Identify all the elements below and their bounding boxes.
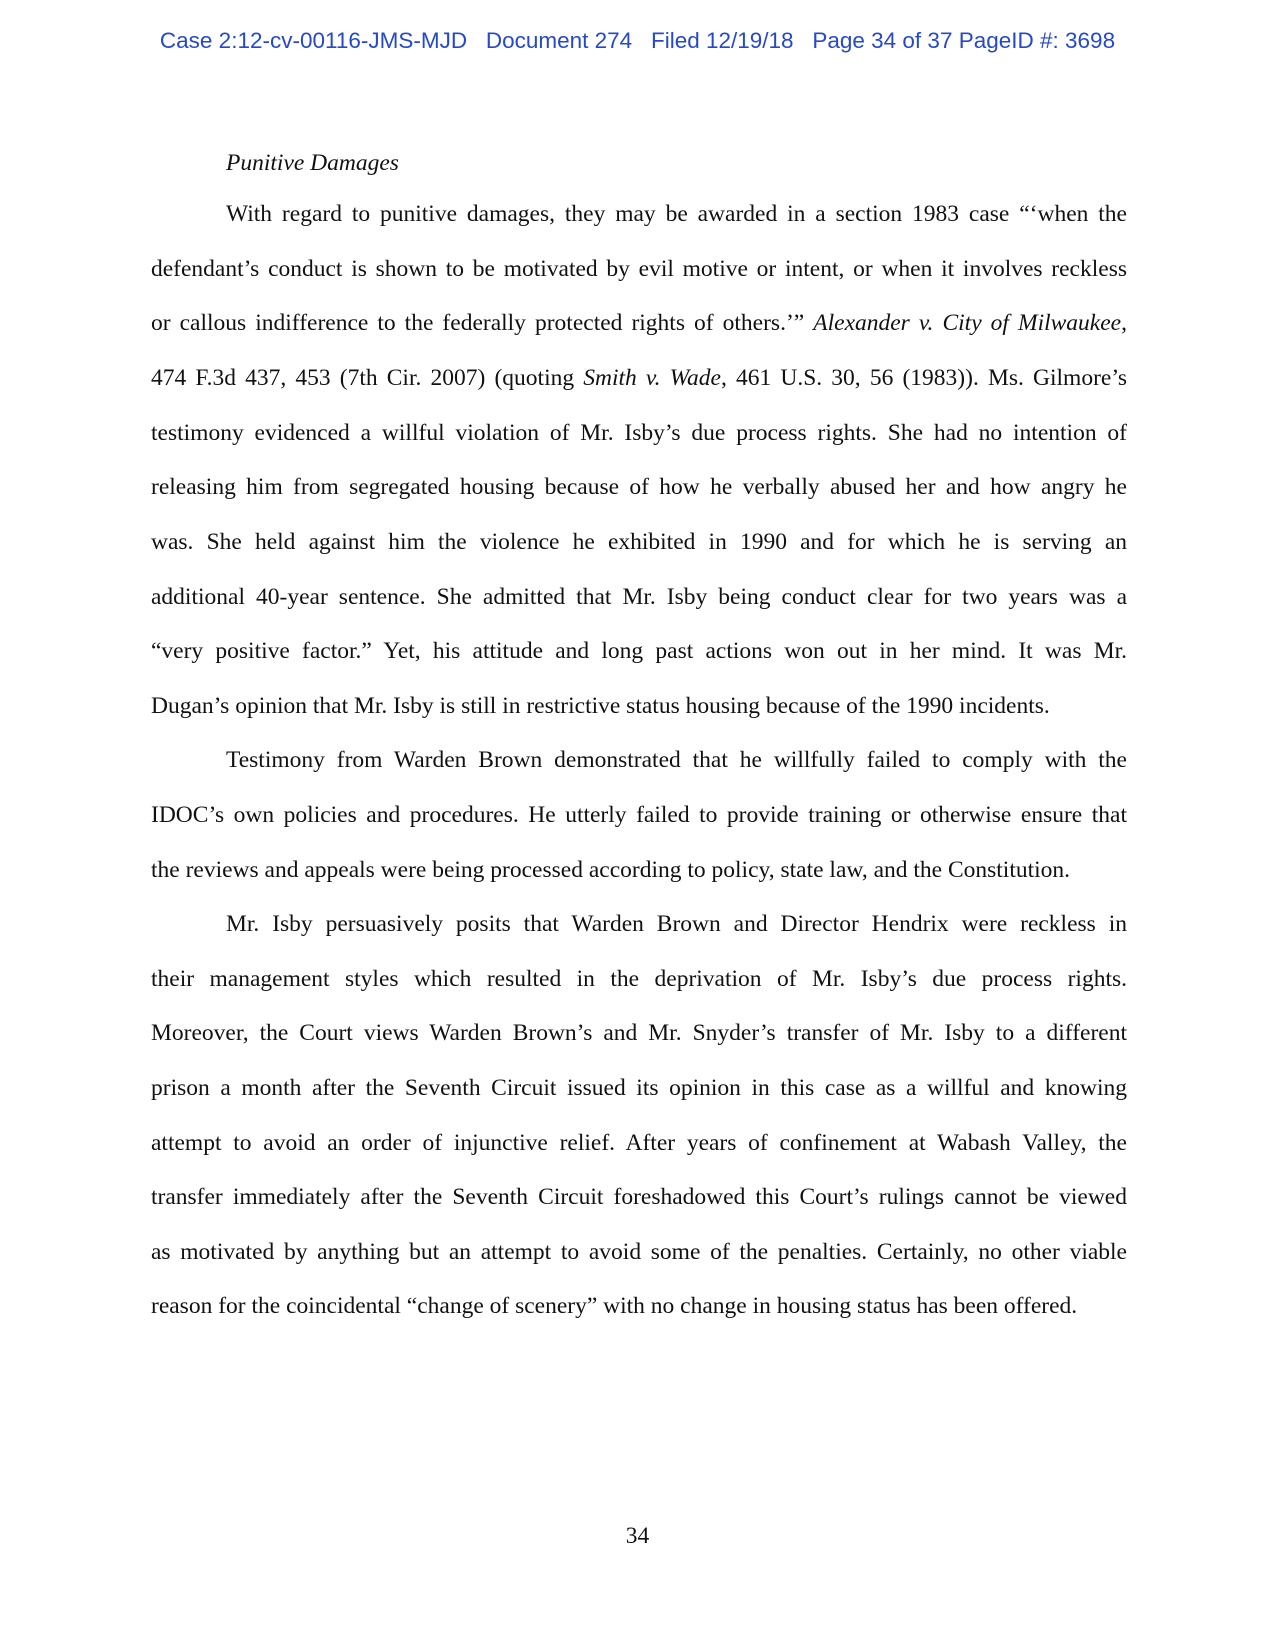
paragraph-line: Dugan’s opinion that Mr. Isby is still in restrictive status housing because of the 1990 incidents. (151, 693, 1050, 719)
paragraph-line: transfer immediately after the Seventh Circuit foreshadowed this Court’s rulings cannot be viewed (151, 1184, 1127, 1210)
paragraph-line: 474 F.3d 437, 453 (7th Cir. 2007) (quoting Smith v. Wade, 461 U.S. 30, 56 (1983)). Ms. Gilmore’s (151, 365, 1127, 391)
paragraph-line: “very positive factor.” Yet, his attitude and long past actions won out in her mind. It was Mr. (151, 638, 1127, 664)
paragraph-line: prison a month after the Seventh Circuit issued its opinion in this case as a willful and knowing (151, 1075, 1127, 1101)
paragraph-line: the reviews and appeals were being processed according to policy, state law, and the Constitution. (151, 857, 1071, 883)
paragraph-line: or callous indifference to the federally protected rights of others.’” Alexander v. City of Milwaukee, (151, 310, 1127, 336)
paragraph-line: defendant’s conduct is shown to be motivated by evil motive or intent, or when it involves reckless (151, 256, 1127, 282)
section-heading: Punitive Damages (226, 150, 399, 176)
header-document: Document 274 (485, 28, 633, 53)
paragraph-line: was. She held against him the violence he exhibited in 1990 and for which he is serving an (151, 529, 1127, 555)
paragraph-line: testimony evidenced a willful violation of Mr. Isby’s due process rights. She had no intention of (151, 420, 1127, 446)
case-header (0, 28, 1275, 54)
paragraph-line: Testimony from Warden Brown demonstrated that he willfully failed to comply with the (226, 747, 1127, 773)
paragraph-line: releasing him from segregated housing because of how he verbally abused her and how angry he (151, 474, 1127, 500)
case-citation: Smith v. Wade (583, 365, 721, 391)
header-filed-date: Filed 12/19/18 (650, 28, 794, 53)
paragraph-line: Mr. Isby persuasively posits that Warden Brown and Director Hendrix were reckless in (226, 911, 1127, 937)
paragraph-line: additional 40-year sentence. She admitted that Mr. Isby being conduct clear for two years was a (151, 584, 1127, 610)
header-page-info: Page 34 of 37 PageID #: 3698 (812, 28, 1116, 53)
page-number: 34 (625, 1523, 650, 1549)
paragraph-line: With regard to punitive damages, they may be awarded in a section 1983 case “‘when the (226, 201, 1127, 227)
paragraph-line: as motivated by anything but an attempt to avoid some of the penalties. Certainly, no other viable (151, 1239, 1127, 1265)
header-case-number: Case 2:12-cv-00116-JMS-MJD (159, 28, 468, 53)
paragraph-line: reason for the coincidental “change of scenery” with no change in housing status has been offered. (151, 1293, 1078, 1319)
paragraph-line: IDOC’s own policies and procedures. He utterly failed to provide training or otherwise ensure that (151, 802, 1127, 828)
paragraph-line: their management styles which resulted in the deprivation of Mr. Isby’s due process rights. (151, 966, 1127, 992)
paragraph-line: Moreover, the Court views Warden Brown’s and Mr. Snyder’s transfer of Mr. Isby to a different (151, 1020, 1127, 1046)
paragraph-line: attempt to avoid an order of injunctive relief. After years of confinement at Wabash Valley, the (151, 1130, 1127, 1156)
case-citation: Alexander v. City of Milwaukee (813, 310, 1122, 336)
